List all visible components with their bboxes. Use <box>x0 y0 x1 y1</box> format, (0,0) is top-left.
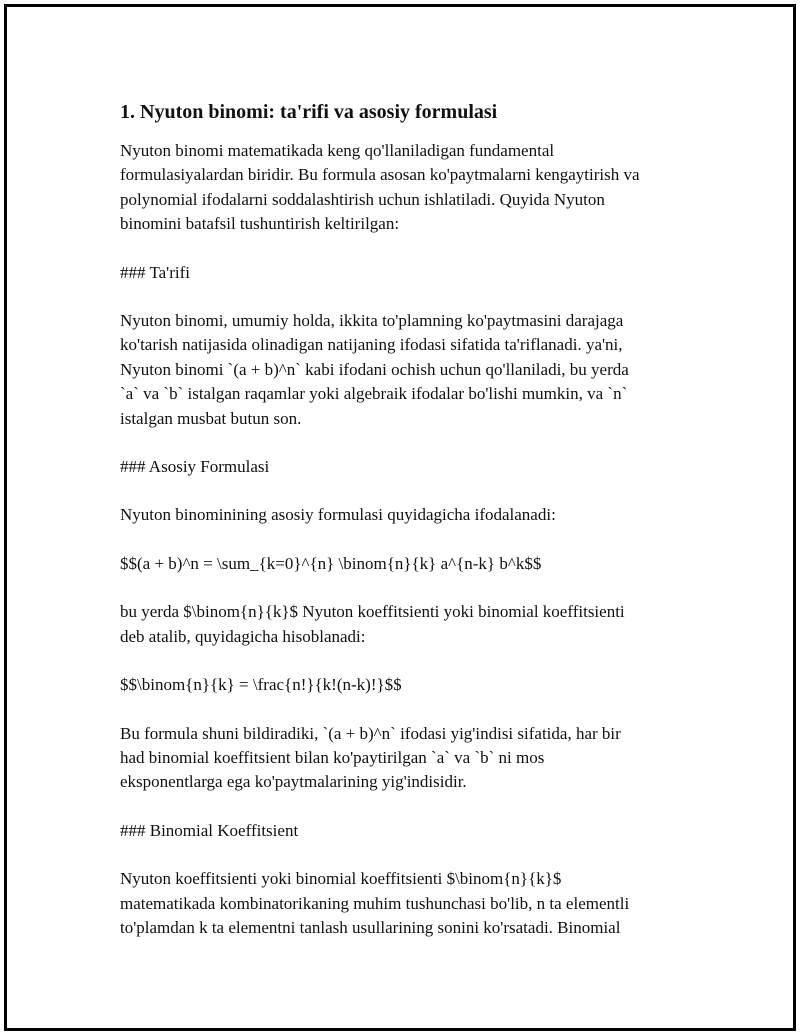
text-line: bu yerda $\binom{n}{k}$ Nyuton koeffitsienti yoki binomial koeffitsienti <box>120 602 625 622</box>
text-line: istalgan musbat butun son. <box>120 408 302 428</box>
section-heading: 1. Nyuton binomi: ta'rifi va asosiy formulasi <box>120 101 498 123</box>
text-line: had binomial koeffitsient bilan ko'paytirilgan `a` va `b` ni mos <box>120 747 545 767</box>
text-line: $$(a + b)^n = \sum_{k=0}^{n} \binom{n}{k} a^{n-k} b^k$$ <box>120 553 542 573</box>
text-line: ### Asosiy Formulasi <box>120 457 270 477</box>
text-line: Nyuton binomi matematikada keng qo'llaniladigan fundamental <box>120 141 555 160</box>
text-line: Nyuton binomi `(a + b)^n` kabi ifodani ochish uchun qo'llaniladi, bu yerda <box>120 359 629 379</box>
text-line: binomini batafsil tushuntirish keltirilgan: <box>120 214 400 234</box>
paragraph <box>120 819 695 843</box>
text-line: Nyuton binomi, umumiy holda, ikkita to'plamning ko'paytmasini darajaga <box>120 311 624 331</box>
text-line: deb atalib, quyidagicha hisoblanadi: <box>120 626 366 646</box>
text-line: eksponentlarga ega ko'paytmalarining yig'indisidir. <box>120 772 467 792</box>
paragraph <box>120 455 695 479</box>
text-line: ### Binomial Koeffitsient <box>120 820 299 840</box>
paragraph <box>120 261 695 285</box>
page-frame <box>4 4 796 1031</box>
text-line: to'plamdan k ta elementni tanlash usullarining sonini ko'rsatadi. Binomial <box>120 917 621 937</box>
text-line: Nyuton koeffitsienti yoki binomial koeffitsienti $\binom{n}{k}$ <box>120 869 562 889</box>
text-line: `a` va `b` istalgan raqamlar yoki algebraik ifodalar bo'lishi mumkin, va `n` <box>120 384 628 404</box>
text-line: $$\binom{n}{k} = \frac{n!}{k!(n-k)!}$$ <box>120 675 402 695</box>
paragraph <box>120 552 695 576</box>
text-line: ko'tarish natijasida olinadigan natijaning ifodasi sifatida ta'riflanadi. ya'ni, <box>120 335 623 355</box>
text-line: polynomial ifodalarni soddalashtirish uchun ishlatiladi. Quyida Nyuton <box>120 189 605 209</box>
text-line: ### Ta'rifi <box>120 262 191 282</box>
text-line: Bu formula shuni bildiradiki, `(a + b)^n` ifodasi yig'indisi sifatida, har bir <box>120 723 621 743</box>
paragraph <box>120 503 695 527</box>
text-line: matematikada kombinatorikaning muhim tushunchasi bo'lib, n ta elementli <box>120 893 630 913</box>
text-line: Nyuton binominining asosiy formulasi quyidagicha ifodalanadi: <box>120 505 556 525</box>
document-body <box>120 99 695 964</box>
paragraph-list <box>120 139 695 940</box>
paragraph <box>120 673 695 697</box>
paragraph <box>120 309 695 431</box>
paragraph <box>120 722 695 795</box>
paragraph <box>120 867 695 940</box>
paragraph <box>120 600 695 649</box>
text-line: formulasiyalardan biridir. Bu formula asosan ko'paytmalarni kengaytirish va <box>120 165 640 185</box>
paragraph <box>120 139 695 237</box>
